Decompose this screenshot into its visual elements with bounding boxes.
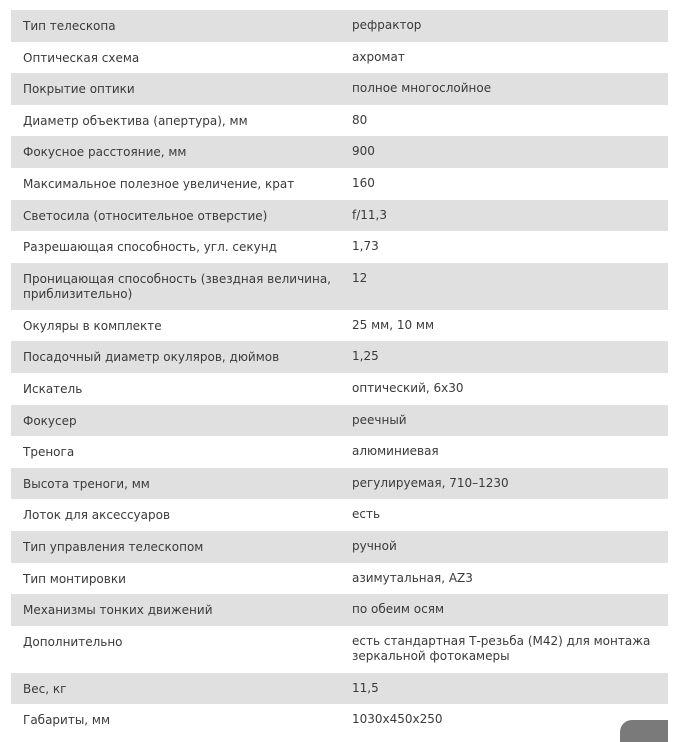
spec-label: Посадочный диаметр окуляров, дюймов xyxy=(23,350,280,365)
spec-value: ахромат xyxy=(352,49,405,64)
spec-row xyxy=(11,373,668,405)
spec-value: 160 xyxy=(352,175,375,190)
spec-value: полное многослойное xyxy=(352,81,492,96)
spec-value: есть стандартная Т-резьба (M42) для монтажа зеркальной фотокамеры xyxy=(352,633,651,663)
specifications-table xyxy=(11,10,668,736)
spec-label: Высота треноги, мм xyxy=(23,476,150,491)
spec-label: Окуляры в комплекте xyxy=(23,318,162,333)
spec-row xyxy=(11,626,668,673)
spec-value: ручной xyxy=(352,538,397,553)
spec-row xyxy=(11,73,668,105)
spec-label: Вес, кг xyxy=(23,681,67,696)
spec-row xyxy=(11,531,668,563)
scroll-to-top-tab[interactable] xyxy=(620,720,668,742)
spec-label: Лоток для аксессуаров xyxy=(23,508,171,523)
spec-value: 900 xyxy=(352,144,375,159)
spec-value: 11,5 xyxy=(352,680,379,695)
spec-value: алюминиевая xyxy=(352,444,439,459)
spec-label: Фокусное расстояние, мм xyxy=(23,145,187,160)
spec-label: Светосила (относительное отверстие) xyxy=(23,208,268,223)
spec-value: 1030x450x250 xyxy=(352,712,443,727)
spec-value: 80 xyxy=(352,112,368,127)
spec-row xyxy=(11,563,668,595)
spec-label: Тип монтировки xyxy=(23,571,126,586)
spec-label: Тип управления телескопом xyxy=(23,539,204,554)
spec-value: реечный xyxy=(352,412,407,427)
spec-label: Тренога xyxy=(23,445,75,460)
spec-label: Фокусер xyxy=(23,413,77,428)
spec-row xyxy=(11,105,668,137)
spec-label: Проницающая способность (звездная величина, приблизительно) xyxy=(23,271,331,301)
spec-row xyxy=(11,200,668,232)
spec-row xyxy=(11,594,668,626)
spec-label: Максимальное полезное увеличение, крат xyxy=(23,176,295,191)
spec-row xyxy=(11,341,668,373)
spec-value: рефрактор xyxy=(352,18,422,32)
spec-label: Тип телескопа xyxy=(23,19,116,33)
spec-row xyxy=(11,42,668,74)
spec-label: Дополнительно xyxy=(23,634,123,649)
spec-row xyxy=(11,136,668,168)
spec-value: 1,73 xyxy=(352,239,379,254)
spec-label: Покрытие оптики xyxy=(23,82,135,97)
spec-value: f/11,3 xyxy=(352,207,387,222)
spec-value: азимутальная, AZ3 xyxy=(352,570,473,585)
spec-label: Габариты, мм xyxy=(23,713,111,728)
spec-row xyxy=(11,231,668,263)
spec-value: 25 мм, 10 мм xyxy=(352,317,435,332)
spec-row xyxy=(11,168,668,200)
spec-row xyxy=(11,310,668,342)
spec-label: Механизмы тонких движений xyxy=(23,603,213,618)
spec-value: регулируемая, 710–1230 xyxy=(352,475,509,490)
spec-label: Искатель xyxy=(23,381,83,396)
spec-row xyxy=(11,468,668,500)
spec-label: Оптическая схема xyxy=(23,50,140,65)
spec-row xyxy=(11,405,668,437)
spec-row xyxy=(11,673,668,705)
spec-row xyxy=(11,499,668,531)
spec-row xyxy=(11,704,668,736)
spec-value: 12 xyxy=(352,270,368,285)
spec-value: есть xyxy=(352,507,381,522)
spec-value: 1,25 xyxy=(352,349,379,364)
spec-value: оптический, 6x30 xyxy=(352,380,464,395)
spec-value: по обеим осям xyxy=(352,602,445,617)
spec-row xyxy=(11,10,668,42)
spec-row xyxy=(11,436,668,468)
spec-label: Диаметр объектива (апертура), мм xyxy=(23,113,248,128)
spec-label: Разрешающая способность, угл. секунд xyxy=(23,240,277,255)
spec-row xyxy=(11,263,668,310)
